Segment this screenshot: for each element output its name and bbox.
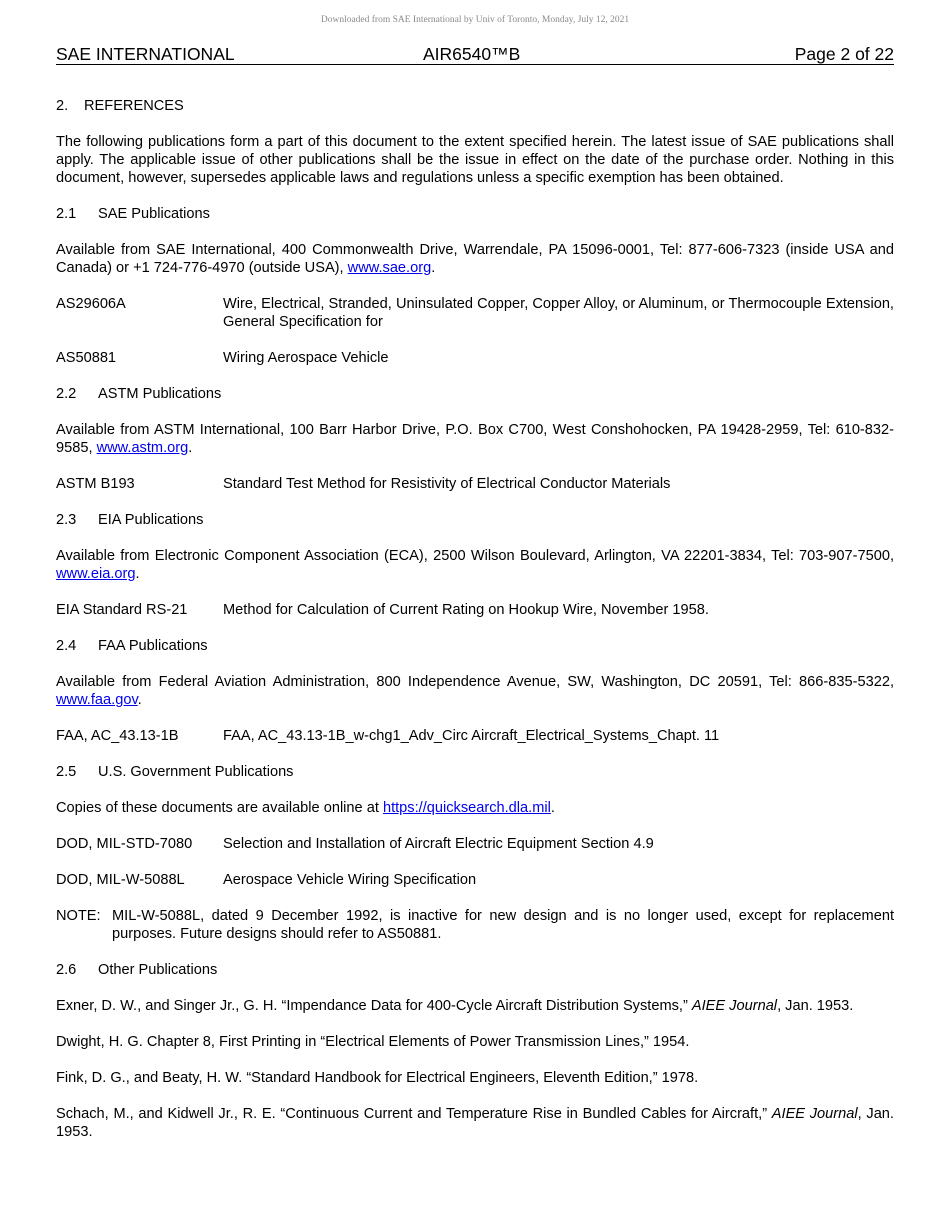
reference-entry xyxy=(56,871,894,889)
reference-entry xyxy=(56,295,894,331)
note-label: NOTE: xyxy=(56,908,101,924)
faa-availability: Available from Federal Aviation Administration, 800 Independence Avenue, SW, Washington, DC 20591, Tel: 866-835-5322, www.faa.gov. xyxy=(56,674,894,708)
reference-title: Wire, Electrical, Stranded, Uninsulated Copper, Copper Alloy, or Aluminum, or Thermocouple Extension, General Specification for xyxy=(223,296,894,330)
section-number: 2. xyxy=(56,98,69,114)
note-block xyxy=(56,907,894,943)
reference-entry xyxy=(56,475,894,493)
citation-item: Dwight, H. G. Chapter 8, First Printing in “Electrical Elements of Power Transmission Lines,” 1954. xyxy=(56,1034,690,1050)
reference-title: Aerospace Vehicle Wiring Specification xyxy=(223,872,477,888)
section-title: REFERENCES xyxy=(84,98,184,114)
section-number: 2.6 xyxy=(56,962,77,978)
section-references-heading xyxy=(56,97,894,115)
page-header xyxy=(56,44,894,65)
header-document-id: AIR6540™B xyxy=(423,44,521,64)
header-page-number: Page 2 of 22 xyxy=(794,44,894,64)
reference-code: ASTM B193 xyxy=(56,476,135,492)
journal-name: AIEE Journal xyxy=(691,998,778,1014)
section-title: U.S. Government Publications xyxy=(98,764,294,780)
reference-code: EIA Standard RS-21 xyxy=(56,602,188,618)
page-content xyxy=(56,97,894,1141)
reference-code: DOD, MIL-STD-7080 xyxy=(56,836,193,852)
sae-availability: Available from SAE International, 400 Commonwealth Drive, Warrendale, PA 15096-0001, Tel: 877-606-7323 (inside USA and Canada) or +1 724-776-4970 (outside USA), www.sae.org. xyxy=(56,242,894,276)
section-sae-heading xyxy=(56,205,894,223)
section-number: 2.4 xyxy=(56,638,77,654)
eia-link[interactable]: www.eia.org xyxy=(56,566,136,582)
section-other-heading xyxy=(56,961,894,979)
reference-title: Method for Calculation of Current Rating on Hookup Wire, November 1958. xyxy=(223,602,709,618)
sae-link[interactable]: www.sae.org xyxy=(347,260,432,276)
section-eia-heading xyxy=(56,511,894,529)
reference-code: DOD, MIL-W-5088L xyxy=(56,872,185,888)
astm-availability: Available from ASTM International, 100 Barr Harbor Drive, P.O. Box C700, West Conshohocken, PA 19428-2959, Tel: 610-832-9585, www.astm.org. xyxy=(56,422,894,456)
reference-title: Standard Test Method for Resistivity of Electrical Conductor Materials xyxy=(223,476,671,492)
references-intro: The following publications form a part of this document to the extent specified herein. The latest issue of SAE publications shall apply. The applicable issue of other publications shall be the issue in effect on the date of the purchase order. Nothing in this document, however, supersedes applicable laws and regulations unless a specific exemption has been obtained. xyxy=(56,134,894,186)
journal-name: AIEE Journal xyxy=(771,1106,858,1122)
section-faa-heading xyxy=(56,637,894,655)
reference-entry xyxy=(56,835,894,853)
section-astm-heading xyxy=(56,385,894,403)
reference-entry xyxy=(56,727,894,745)
header-publisher: SAE INTERNATIONAL xyxy=(56,44,235,64)
section-number: 2.3 xyxy=(56,512,77,528)
faa-link[interactable]: www.faa.gov xyxy=(56,692,138,708)
citation-item: Fink, D. G., and Beaty, H. W. “Standard Handbook for Electrical Engineers, Eleventh Edition,” 1978. xyxy=(56,1070,699,1086)
reference-title: Selection and Installation of Aircraft Electric Equipment Section 4.9 xyxy=(223,836,654,852)
section-number: 2.1 xyxy=(56,206,77,222)
reference-code: AS29606A xyxy=(56,296,126,312)
section-number: 2.2 xyxy=(56,386,77,402)
section-title: ASTM Publications xyxy=(98,386,222,402)
astm-link[interactable]: www.astm.org xyxy=(96,440,189,456)
reference-code: AS50881 xyxy=(56,350,117,366)
section-title: FAA Publications xyxy=(98,638,208,654)
reference-code: FAA, AC_43.13-1B xyxy=(56,728,179,744)
note-text: MIL-W-5088L, dated 9 December 1992, is inactive for new design and is no longer used, except for replacement purposes. Future designs should refer to AS50881. xyxy=(112,908,894,942)
section-usgov-heading xyxy=(56,763,894,781)
reference-title: Wiring Aerospace Vehicle xyxy=(223,350,389,366)
section-number: 2.5 xyxy=(56,764,77,780)
citation-item: Exner, D. W., and Singer Jr., G. H. “Impendance Data for 400-Cycle Aircraft Distribution Systems,” AIEE Journal, Jan. 1953. xyxy=(56,998,854,1014)
eia-availability: Available from Electronic Component Association (ECA), 2500 Wilson Boulevard, Arlington, VA 22201-3834, Tel: 703-907-7500, www.eia.org. xyxy=(56,548,894,582)
section-title: Other Publications xyxy=(98,962,218,978)
reference-title: FAA, AC_43.13-1B_w-chg1_Adv_Circ Aircraft_Electrical_Systems_Chapt. 11 xyxy=(223,728,720,744)
section-title: EIA Publications xyxy=(98,512,204,528)
dla-link[interactable]: https://quicksearch.dla.mil xyxy=(382,800,551,816)
usgov-availability: Copies of these documents are available online at https://quicksearch.dla.mil. xyxy=(56,800,555,816)
section-title: SAE Publications xyxy=(98,206,210,222)
reference-entry xyxy=(56,601,894,619)
reference-entry xyxy=(56,349,894,367)
citation-item: Schach, M., and Kidwell Jr., R. E. “Continuous Current and Temperature Rise in Bundled Cables for Aircraft,” AIEE Journal, Jan. 1953. xyxy=(56,1106,894,1140)
download-watermark: Downloaded from SAE International by Univ of Toronto, Monday, July 12, 2021 xyxy=(320,15,630,25)
